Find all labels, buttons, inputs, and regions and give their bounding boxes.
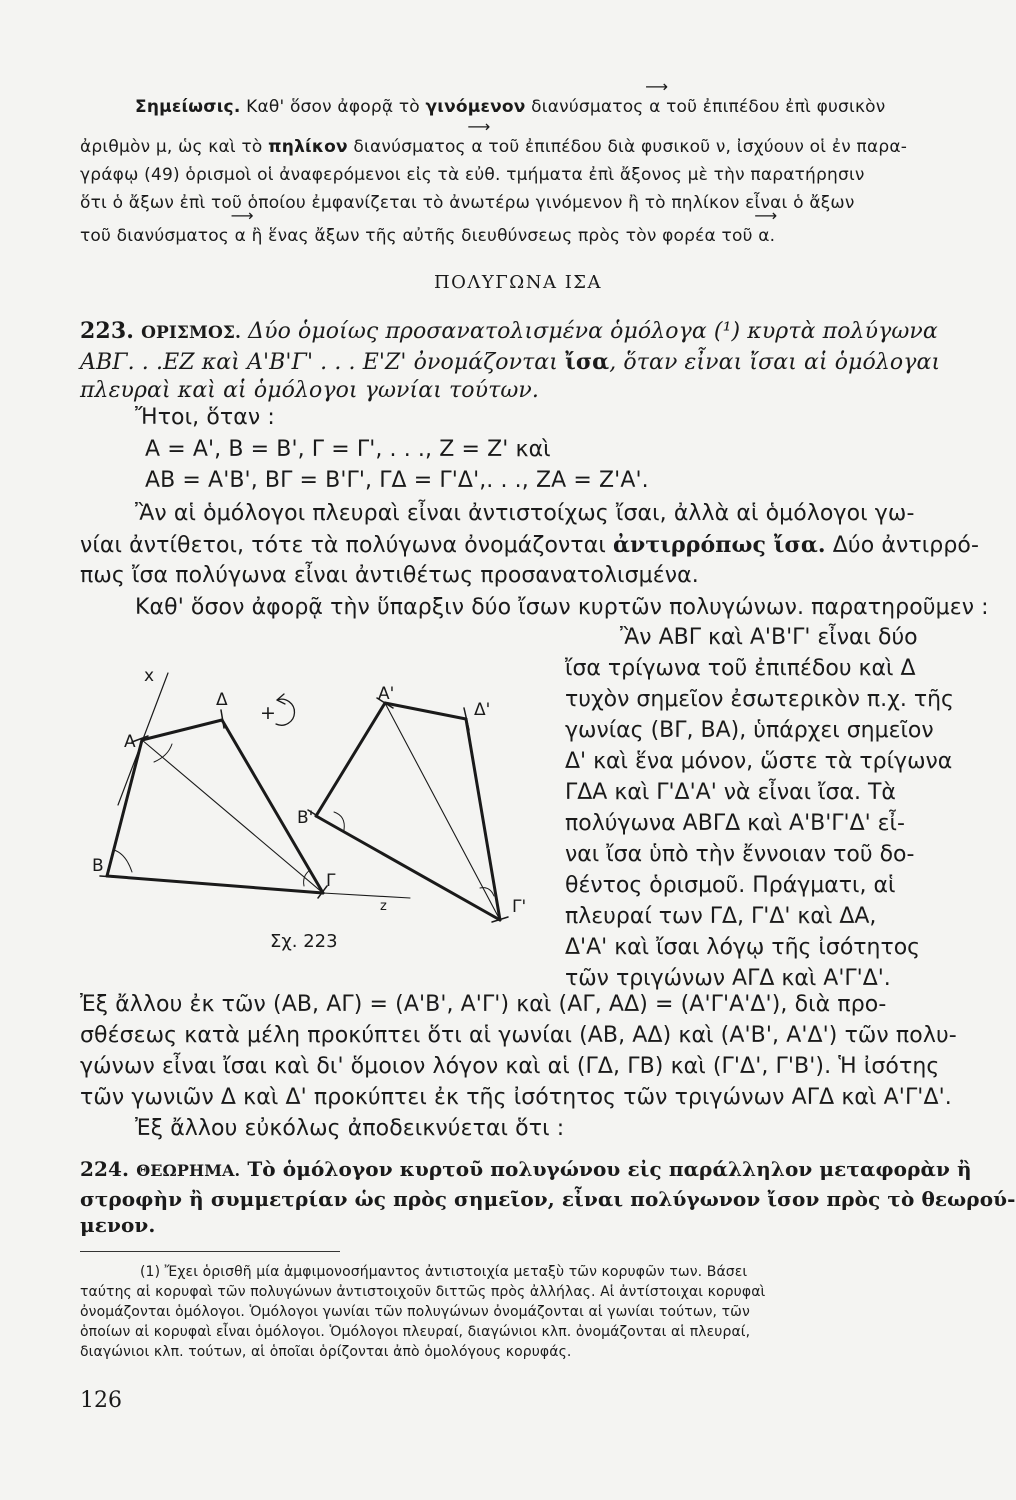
label-z: z	[380, 899, 387, 914]
figure-caption: Σχ. 223	[270, 931, 338, 952]
angle-arc-G	[304, 870, 310, 886]
right-col-line-7: πολύγωνα ΑΒΓΔ καὶ Α'Β'Γ'Δ' εἶ-	[565, 811, 905, 836]
right-col-line-4: γωνίας (ΒΓ, ΒΑ), ὑπάρχει σημεῖον	[565, 718, 934, 743]
label-B1: Β'	[297, 808, 314, 828]
note-line-3: γράφῳ (49) ὁρισμοὶ οἱ ἀναφερόμενοι εἰς τὰ εὐθ. τμήματα ἐπὶ ἄξονος μὲ τὴν παρατήρησιν	[80, 165, 865, 185]
para-3-line-4: τῶν γωνιῶν Δ καὶ Δ' προκύπτει ἐκ τῆς ἰσότητος τῶν τριγώνων ΑΓΔ καὶ Α'Γ'Δ'.	[80, 1085, 952, 1110]
para-3-line-5: Ἐξ ἄλλου εὐκόλως ἀποδεικνύεται ὅτι :	[135, 1116, 565, 1141]
figure-223	[80, 640, 560, 970]
rotation-arc	[276, 699, 294, 725]
side-GD	[222, 720, 323, 893]
note-text: τοῦ ἐπιπέδου διὰ φυσικοῦ ν, ἰσχύουν οἱ ἐν παρα-	[482, 137, 908, 157]
para-1-line-3: πως ἴσα πολύγωνα εἶναι ἀντιθέτως προσανατολισμένα.	[80, 563, 699, 588]
side-AB	[107, 740, 142, 876]
diagonal-AG	[142, 740, 323, 893]
para-3-line-3: γώνων εἶναι ἴσαι καὶ δι' ὅμοιον λόγον καὶ αἱ (ΓΔ, ΓΒ) καὶ (Γ'Δ', Γ'Β'). Ἡ ἰσότης	[80, 1054, 940, 1079]
right-col-line-11: Δ'Α' καὶ ἴσαι λόγῳ τῆς ἰσότητος	[565, 935, 921, 960]
label-G1: Γ'	[512, 897, 527, 917]
equation-sides: ΑΒ = Α'Β', ΒΓ = Β'Γ', ΓΔ = Γ'Δ',. . ., ΖΑ = Ζ'Α'.	[145, 468, 649, 493]
label-x: x	[144, 666, 155, 686]
def-223-line-4: Ἤτοι, ὅταν :	[135, 405, 275, 430]
rotation-plus: +	[260, 702, 276, 724]
para-3-line-2: σθέσεως κατὰ μέλη προκύπτει ὅτι αἱ γωνίαι (ΑΒ, ΑΔ) καὶ (Α'Β', Α'Δ') τῶν πολυ-	[80, 1023, 957, 1048]
definition-label: ΟΡΙΣΜΟΣ.	[141, 323, 242, 343]
label-B: Β	[92, 856, 104, 876]
definition-text: Δύο ὁμοίως προσανατολισμένα ὁμόλογα (¹) κυρτὰ πολύγωνα	[248, 319, 938, 344]
right-col-line-2: ἴσα τρίγωνα τοῦ ἐπιπέδου καὶ Δ	[565, 656, 916, 681]
theorem-224-line-2: στροφὴν ἢ συμμετρίαν ὡς πρὸς σημεῖον, εἶναι πολύγωνον ἴσον πρὸς τὸ θεωρού-	[80, 1187, 1016, 1211]
label-D: Δ	[216, 690, 228, 710]
right-col-line-1: Ἂν ΑΒΓ καὶ Α'Β'Γ' εἶναι δύο	[620, 625, 918, 650]
definition-text: ΑΒΓ. . .ΕΖ καὶ Α'Β'Γ' . . . Ε'Ζ' ὀνομάζονται	[80, 350, 566, 375]
equation-angles: Α = Α', Β = Β', Γ = Γ', . . ., Ζ = Ζ' καὶ	[145, 437, 551, 462]
theorem-label: ΘΕΩΡΗΜΑ.	[136, 1161, 241, 1180]
para-text: νίαι ἀντίθετοι, τότε τὰ πολύγωνα ὀνομάζονται	[80, 533, 614, 558]
note-text: Καθ' ὅσον ἀφορᾷ τὸ	[246, 97, 426, 117]
footnote-line-1: (1) Ἔχει ὁρισθῆ μία ἀμφιμονοσήμαντος ἀντιστοιχία μεταξὺ τῶν κορυφῶν των. Βάσει	[140, 1264, 748, 1280]
footnote-rule	[80, 1251, 340, 1252]
side-A1B1	[316, 703, 385, 816]
footnote-line-2: ταύτης αἱ κορυφαὶ τῶν πολυγώνων ἀντιστοιχοῦν διττῶς πρὸς ἀλλήλας. Αἱ ἀντίστοιχαι κορυφαὶ	[80, 1284, 766, 1300]
def-223-line-3: πλευραὶ καὶ αἱ ὁμόλογοι γωνίαι τούτων.	[80, 378, 539, 403]
label-D1: Δ'	[474, 700, 491, 720]
vector-a: ⟶ α	[758, 226, 769, 246]
section-number: 223.	[80, 318, 134, 344]
note-text: .	[769, 226, 776, 246]
note-text: διανύσματος	[525, 97, 650, 117]
note-label: Σημείωσις.	[135, 97, 241, 117]
note-text: τοῦ διανύσματος	[80, 226, 235, 246]
footnote-line-5: διαγώνιοι κλπ. τούτων, αἱ ὁποῖαι ὁρίζονται ἀπὸ ὁμολόγους κορυφάς.	[80, 1344, 572, 1360]
note-line-4: ὅτι ὁ ἄξων ἐπὶ τοῦ ὁποίου ἐμφανίζεται τὸ ἀνωτέρω γινόμενον ἢ τὸ πηλίκον εἶναι ὁ ἄξων	[80, 193, 855, 213]
para-1-line-2	[80, 532, 979, 558]
side-DA	[142, 720, 222, 740]
side-BG	[107, 876, 323, 893]
label-G: Γ	[326, 871, 336, 891]
note-text: διανύσματος	[347, 137, 472, 157]
def-223-line-2	[80, 349, 956, 375]
definition-term-equal: ἴσα	[565, 349, 610, 375]
section-title: ΠΟΛΥΓΩΝΑ ΙΣΑ	[433, 272, 603, 293]
right-col-line-8: ναι ἴσα ὑπὸ τὴν ἔννοιαν τοῦ δο-	[565, 842, 915, 867]
footnote-line-3: ὀνομάζονται ὁμόλογοι. Ὁμόλογοι γωνίαι τῶν πολυγώνων ὀνομάζονται αἱ γωνίαι τούτων, τῶν	[80, 1304, 750, 1320]
vector-a: ⟶ α	[235, 226, 246, 246]
para-3-line-1: Ἐξ ἄλλου ἐκ τῶν (ΑΒ, ΑΓ) = (Α'Β', Α'Γ') καὶ (ΑΓ, ΑΔ) = (Α'Γ'Α'Δ'), διὰ προ-	[80, 992, 887, 1017]
note-line-5	[80, 226, 956, 246]
right-col-line-10: πλευραί των ΓΔ, Γ'Δ' καὶ ΔΑ,	[565, 904, 877, 929]
note-bold-product: γινόμενον	[425, 97, 526, 117]
para-2-line-1: Καθ' ὅσον ἀφορᾷ τὴν ὕπαρξιν δύο ἴσων κυρτῶν πολυγώνων. παρατηροῦμεν :	[135, 595, 989, 620]
note-line-2	[80, 137, 956, 157]
theorem-224-line-1	[80, 1157, 972, 1181]
note-text: τοῦ ἐπιπέδου ἐπὶ φυσικὸν	[660, 97, 886, 117]
right-col-line-5: Δ' καὶ ἕνα μόνον, ὥστε τὰ τρίγωνα	[565, 749, 953, 774]
label-A1: Α'	[378, 684, 395, 704]
vector-a: ⟶ α	[471, 137, 482, 157]
footnote-line-4: ὁποίων αἱ κορυφαὶ εἶναι ὁμόλογοι. Ὁμόλογοι πλευραί, διαγώνιοι κλπ. ὀνομάζονται αἱ πλευραί,	[80, 1324, 751, 1340]
note-text: ἀριθμὸν μ, ὡς καὶ τὸ	[80, 137, 269, 157]
side-G1D1	[466, 719, 500, 920]
note-line-1	[80, 97, 956, 117]
theorem-text: Τὸ ὁμόλογον κυρτοῦ πολυγώνου εἰς παράλληλον μεταφορὰν ἢ	[247, 1157, 972, 1181]
right-col-line-3: τυχὸν σημεῖον ἐσωτερικὸν π.χ. τῆς	[565, 687, 954, 712]
para-1-line-1: Ἂν αἱ ὁμόλογοι πλευραὶ εἶναι ἀντιστοίχως ἴσαι, ἀλλὰ αἱ ὁμόλογοι γω-	[135, 501, 915, 526]
term-oppositely-equal: ἀντιρρόπως ἴσα.	[613, 532, 826, 558]
def-223-line-1	[80, 318, 956, 344]
theorem-224-line-3: μενον.	[80, 1213, 156, 1237]
tick-B	[100, 876, 114, 877]
label-A: Α	[124, 732, 136, 752]
angle-arc-B	[114, 850, 132, 872]
page-number: 126	[80, 1388, 122, 1413]
para-text: Δύο ἀντιρρό-	[825, 533, 979, 558]
right-col-line-12: τῶν τριγώνων ΑΓΔ καὶ Α'Γ'Δ'.	[565, 966, 891, 991]
section-number: 224.	[80, 1157, 130, 1181]
right-col-line-9: θέντος ὁρισμοῦ. Πράγματι, αἱ	[565, 873, 896, 898]
right-col-line-6: ΓΔΑ καὶ Γ'Δ'Α' νὰ εἶναι ἴσα. Τὰ	[565, 780, 896, 805]
note-text: ἢ ἕνας ἄξων τῆς αὐτῆς διευθύνσεως πρὸς τὸν φορέα τοῦ	[246, 226, 759, 246]
vector-a: ⟶ α	[649, 97, 660, 117]
side-D1A1	[385, 703, 466, 719]
definition-text: , ὅταν εἶναι ἴσαι αἱ ὁμόλογαι	[609, 350, 941, 375]
note-bold-quotient: πηλίκον	[268, 137, 348, 157]
ray-z	[323, 893, 410, 898]
